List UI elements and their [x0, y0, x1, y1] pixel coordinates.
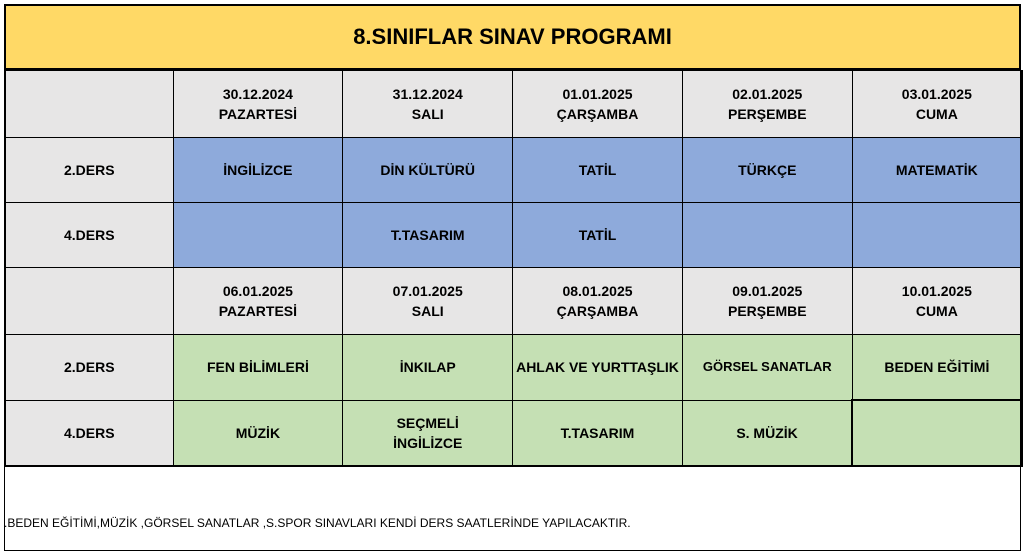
- date-header-cell: [173, 268, 343, 335]
- date-header-cell: [513, 71, 683, 138]
- week1-period-row: [5, 203, 1022, 268]
- week1-period-row: [5, 138, 1022, 203]
- date-text: 09.01.2025: [732, 283, 803, 299]
- period-label: 2.DERS: [5, 138, 173, 203]
- period-label: 4.DERS: [5, 203, 173, 268]
- date-text: 03.01.2025: [901, 86, 972, 102]
- day-text: PAZARTESİ: [218, 106, 298, 122]
- date-text: 07.01.2025: [392, 283, 463, 299]
- date-header-cell: [852, 268, 1022, 335]
- day-text: PERŞEMBE: [728, 106, 807, 122]
- day-text: CUMA: [915, 106, 958, 122]
- date-header-cell: [343, 268, 513, 335]
- date-header-cell: [682, 268, 852, 335]
- week2-period-row: [5, 400, 1022, 466]
- footer-note: .BEDEN EĞİTİMİ,MÜZİK ,GÖRSEL SANATLAR ,S.SPOR SINAVLARI KENDİ DERS SAATLERİNDE YAPILACAKTIR.: [4, 516, 631, 530]
- page-title: 8.SINIFLAR SINAV PROGRAMI: [4, 4, 1021, 70]
- date-text: 31.12.2024: [392, 86, 463, 102]
- date-text: 10.01.2025: [901, 283, 972, 299]
- exam-cell: TATİL: [513, 203, 683, 268]
- exam-cell: BEDEN EĞİTİMİ: [852, 335, 1022, 401]
- exam-cell: DİN KÜLTÜRÜ: [343, 138, 513, 203]
- day-text: PAZARTESİ: [218, 303, 298, 319]
- header-corner-cell: [5, 268, 173, 335]
- exam-cell: S. MÜZİK: [682, 400, 852, 466]
- exam-cell: T.TASARIM: [513, 400, 683, 466]
- day-text: ÇARŞAMBA: [556, 303, 639, 319]
- day-text: SALI: [411, 303, 444, 319]
- date-text: 02.01.2025: [732, 86, 803, 102]
- exam-cell-text: SEÇMELİ İNGİLİZCE: [393, 414, 463, 451]
- date-text: 08.01.2025: [562, 283, 633, 299]
- exam-cell: [852, 203, 1022, 268]
- date-header-cell: [682, 71, 852, 138]
- exam-cell: MATEMATİK: [852, 138, 1022, 203]
- exam-cell: TATİL: [513, 138, 683, 203]
- date-text: 01.01.2025: [562, 86, 633, 102]
- exam-cell: [173, 203, 343, 268]
- day-text: SALI: [411, 106, 444, 122]
- exam-cell: [852, 400, 1022, 466]
- exam-cell: TÜRKÇE: [682, 138, 852, 203]
- date-text: 06.01.2025: [222, 283, 293, 299]
- schedule-table: [4, 70, 1023, 467]
- day-text: ÇARŞAMBA: [556, 106, 639, 122]
- date-header-cell: [343, 71, 513, 138]
- period-label: 4.DERS: [5, 400, 173, 466]
- week2-period-row: [5, 335, 1022, 401]
- date-header-cell: [852, 71, 1022, 138]
- week1-header-row: [5, 71, 1022, 138]
- exam-cell: [343, 400, 513, 466]
- exam-cell: T.TASARIM: [343, 203, 513, 268]
- exam-cell: AHLAK VE YURTTAŞLIK: [513, 335, 683, 401]
- day-text: PERŞEMBE: [728, 303, 807, 319]
- exam-cell: İNGİLİZCE: [173, 138, 343, 203]
- date-text: 30.12.2024: [222, 86, 293, 102]
- exam-schedule-sheet: [4, 4, 1021, 467]
- date-header-cell: [513, 268, 683, 335]
- exam-cell: FEN BİLİMLERİ: [173, 335, 343, 401]
- exam-cell: MÜZİK: [173, 400, 343, 466]
- week2-header-row: [5, 268, 1022, 335]
- exam-cell: [682, 203, 852, 268]
- period-label: 2.DERS: [5, 335, 173, 401]
- exam-cell: GÖRSEL SANATLAR: [682, 335, 852, 401]
- header-corner-cell: [5, 71, 173, 138]
- day-text: CUMA: [915, 303, 958, 319]
- exam-cell: İNKILAP: [343, 335, 513, 401]
- date-header-cell: [173, 71, 343, 138]
